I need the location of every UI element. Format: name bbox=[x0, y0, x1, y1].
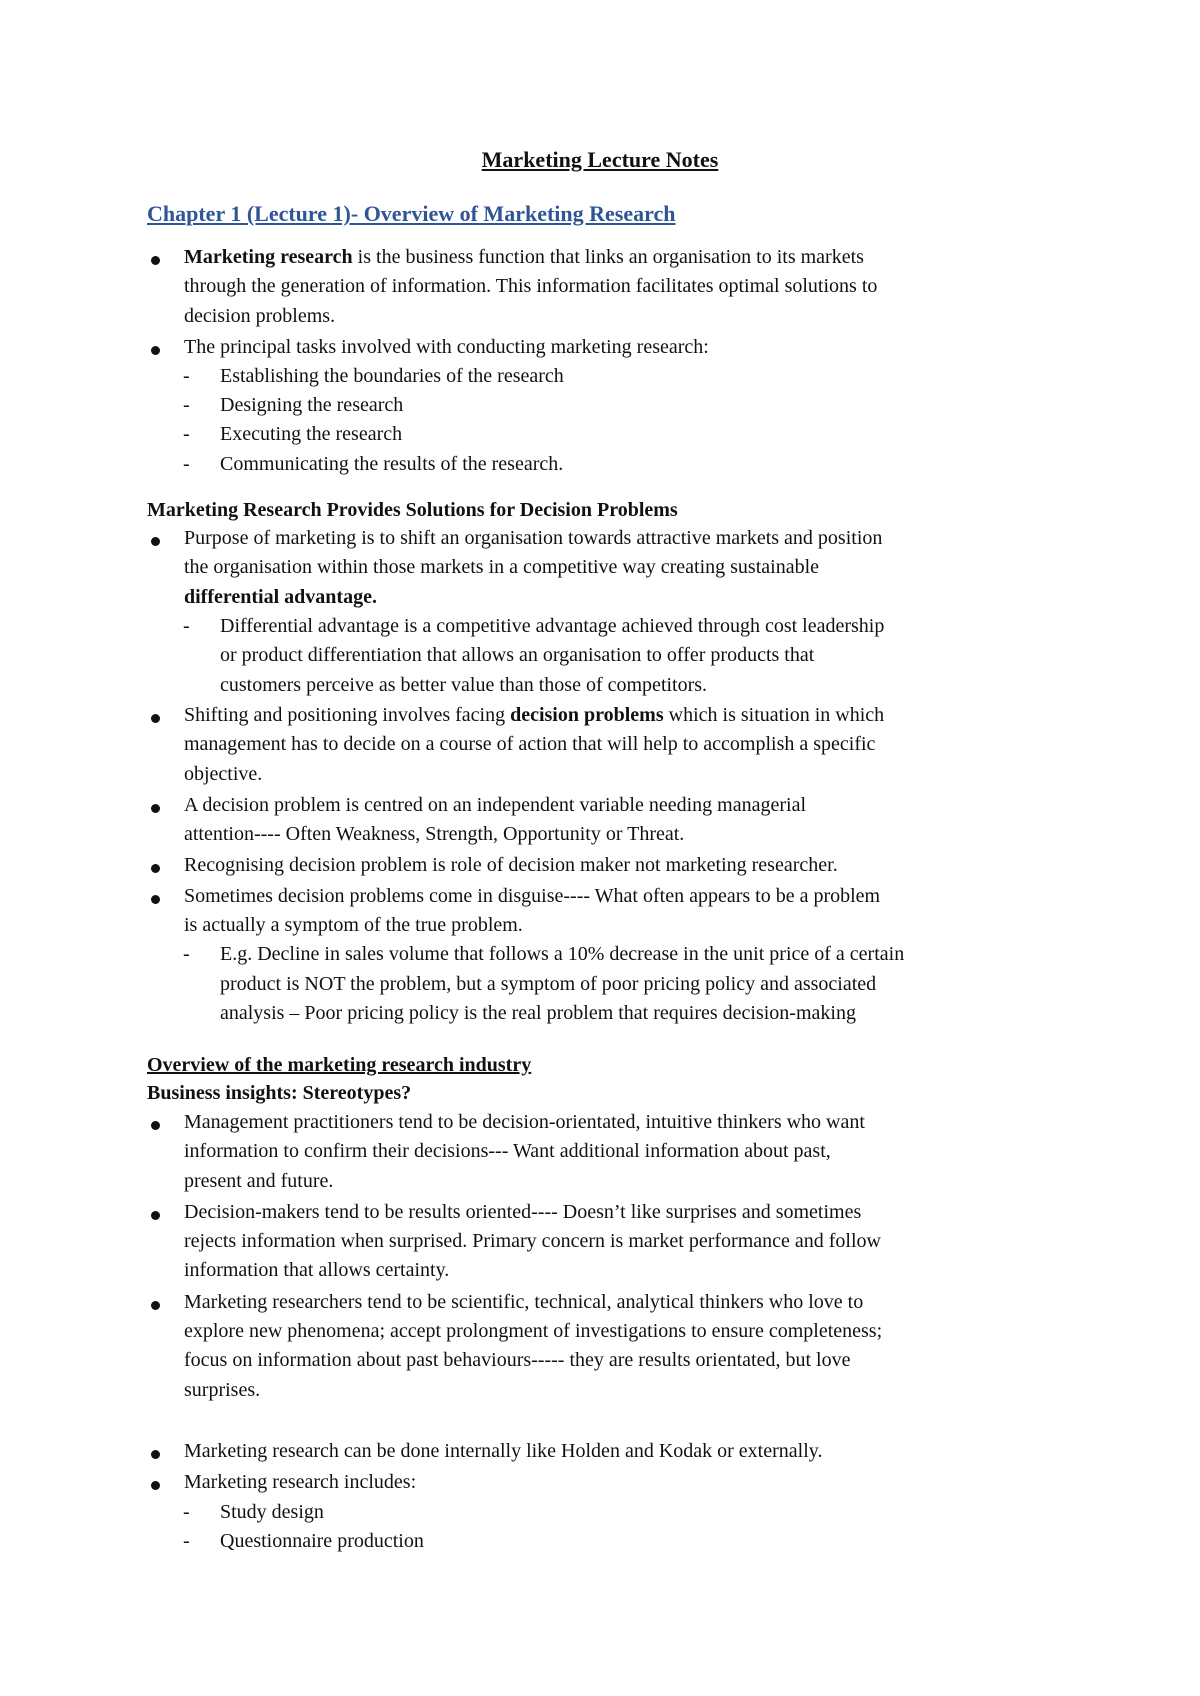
list-item-text: present and future. bbox=[184, 1170, 334, 1192]
bullet-icon bbox=[151, 537, 160, 546]
list-item-text: Purpose of marketing is to shift an organisation towards attractive markets and position bbox=[184, 527, 883, 549]
list-item-text: information that allows certainty. bbox=[184, 1259, 450, 1281]
list-item-text bbox=[184, 583, 377, 612]
list-item-text: Shifting and positioning involves facing decision problems which is situation in which bbox=[184, 704, 885, 726]
list-item-text: is actually a symptom of the true problem. bbox=[184, 914, 523, 936]
bold-term: decision problems bbox=[510, 704, 664, 726]
list-item-text: objective. bbox=[184, 763, 263, 785]
bullet-icon bbox=[151, 895, 160, 904]
list-item-text: rejects information when surprised. Primary concern is market performance and follow bbox=[184, 1230, 881, 1252]
list-item-text: Marketing researchers tend to be scientific, technical, analytical thinkers who love to bbox=[184, 1291, 864, 1313]
dash-marker: - bbox=[183, 365, 190, 387]
includes-item: Questionnaire production bbox=[220, 1530, 424, 1552]
list-item-text: Management practitioners tend to be decision-orientated, intuitive thinkers who want bbox=[184, 1111, 865, 1133]
list-item-text: Sometimes decision problems come in disguise---- What often appears to be a problem bbox=[184, 885, 881, 907]
bold-term: differential advantage. bbox=[184, 586, 377, 608]
dash-marker: - bbox=[183, 943, 190, 965]
task-item: Communicating the results of the research. bbox=[220, 453, 564, 475]
bullet-icon bbox=[151, 1121, 160, 1130]
sub-item-text: customers perceive as better value than those of competitors. bbox=[220, 674, 708, 696]
bullet-icon bbox=[151, 1301, 160, 1310]
list-item-text: Marketing research includes: bbox=[184, 1471, 417, 1493]
task-item: Executing the research bbox=[220, 423, 403, 445]
list-item-text: Marketing research is the business function that links an organisation to its markets bbox=[184, 246, 864, 268]
list-item-text: focus on information about past behaviours----- they are results orientated, but love bbox=[184, 1349, 851, 1371]
list-item-text: management has to decide on a course of action that will help to accomplish a specific bbox=[184, 733, 876, 755]
bullet-icon bbox=[151, 714, 160, 723]
list-item-text: through the generation of information. This information facilitates optimal solutions to bbox=[184, 275, 878, 297]
list-item-text: explore new phenomena; accept prolongment of investigations to ensure completeness; bbox=[184, 1320, 883, 1342]
chapter-heading: Chapter 1 (Lecture 1)- Overview of Marketing Research bbox=[147, 201, 676, 226]
bullet-icon bbox=[151, 864, 160, 873]
bullet-icon bbox=[151, 1211, 160, 1220]
bullet-icon bbox=[151, 346, 160, 355]
task-item: Establishing the boundaries of the research bbox=[220, 365, 564, 387]
list-item-text: decision problems. bbox=[184, 305, 336, 327]
dash-marker: - bbox=[183, 394, 190, 416]
dash-marker: - bbox=[183, 1530, 190, 1552]
sub-item-text: E.g. Decline in sales volume that follows a 10% decrease in the unit price of a certain bbox=[220, 943, 905, 965]
sub-item-text: product is NOT the problem, but a symptom of poor pricing policy and associated bbox=[220, 973, 877, 995]
list-item-text: Recognising decision problem is role of decision maker not marketing researcher. bbox=[184, 854, 838, 876]
list-item-text: Decision-makers tend to be results oriented---- Doesn’t like surprises and sometimes bbox=[184, 1201, 862, 1223]
sub-heading: Business insights: Stereotypes? bbox=[147, 1082, 412, 1104]
task-item: Designing the research bbox=[220, 394, 404, 416]
document-title: Marketing Lecture Notes bbox=[481, 147, 719, 172]
bullet-icon bbox=[151, 1450, 160, 1459]
sub-item-text: analysis – Poor pricing policy is the real problem that requires decision-making bbox=[220, 1002, 856, 1024]
list-item-text: the organisation within those markets in a competitive way creating sustainable bbox=[184, 556, 820, 578]
dash-marker: - bbox=[183, 453, 190, 475]
sub-item-text: or product differentiation that allows an organisation to offer products that bbox=[220, 644, 815, 666]
dash-marker: - bbox=[183, 615, 190, 637]
bullet-icon bbox=[151, 256, 160, 265]
section-heading: Marketing Research Provides Solutions for Decision Problems bbox=[147, 499, 678, 521]
list-item-text: attention---- Often Weakness, Strength, Opportunity or Threat. bbox=[184, 823, 685, 845]
list-item-text: surprises. bbox=[184, 1379, 261, 1401]
sub-item-text: Differential advantage is a competitive advantage achieved through cost leadership bbox=[220, 615, 885, 637]
bold-term: Marketing research bbox=[184, 246, 353, 268]
list-item-text: A decision problem is centred on an independent variable needing managerial bbox=[184, 794, 807, 816]
list-item-text: Marketing research can be done internally like Holden and Kodak or externally. bbox=[184, 1440, 823, 1462]
bullet-icon bbox=[151, 804, 160, 813]
list-item-text: The principal tasks involved with conducting marketing research: bbox=[184, 336, 709, 358]
list-item-text: information to confirm their decisions--- Want additional information about past, bbox=[184, 1140, 831, 1162]
bullet-icon bbox=[151, 1481, 160, 1490]
includes-item: Study design bbox=[220, 1501, 324, 1523]
dash-marker: - bbox=[183, 423, 190, 445]
section-heading: Overview of the marketing research industry bbox=[147, 1054, 532, 1076]
dash-marker: - bbox=[183, 1501, 190, 1523]
